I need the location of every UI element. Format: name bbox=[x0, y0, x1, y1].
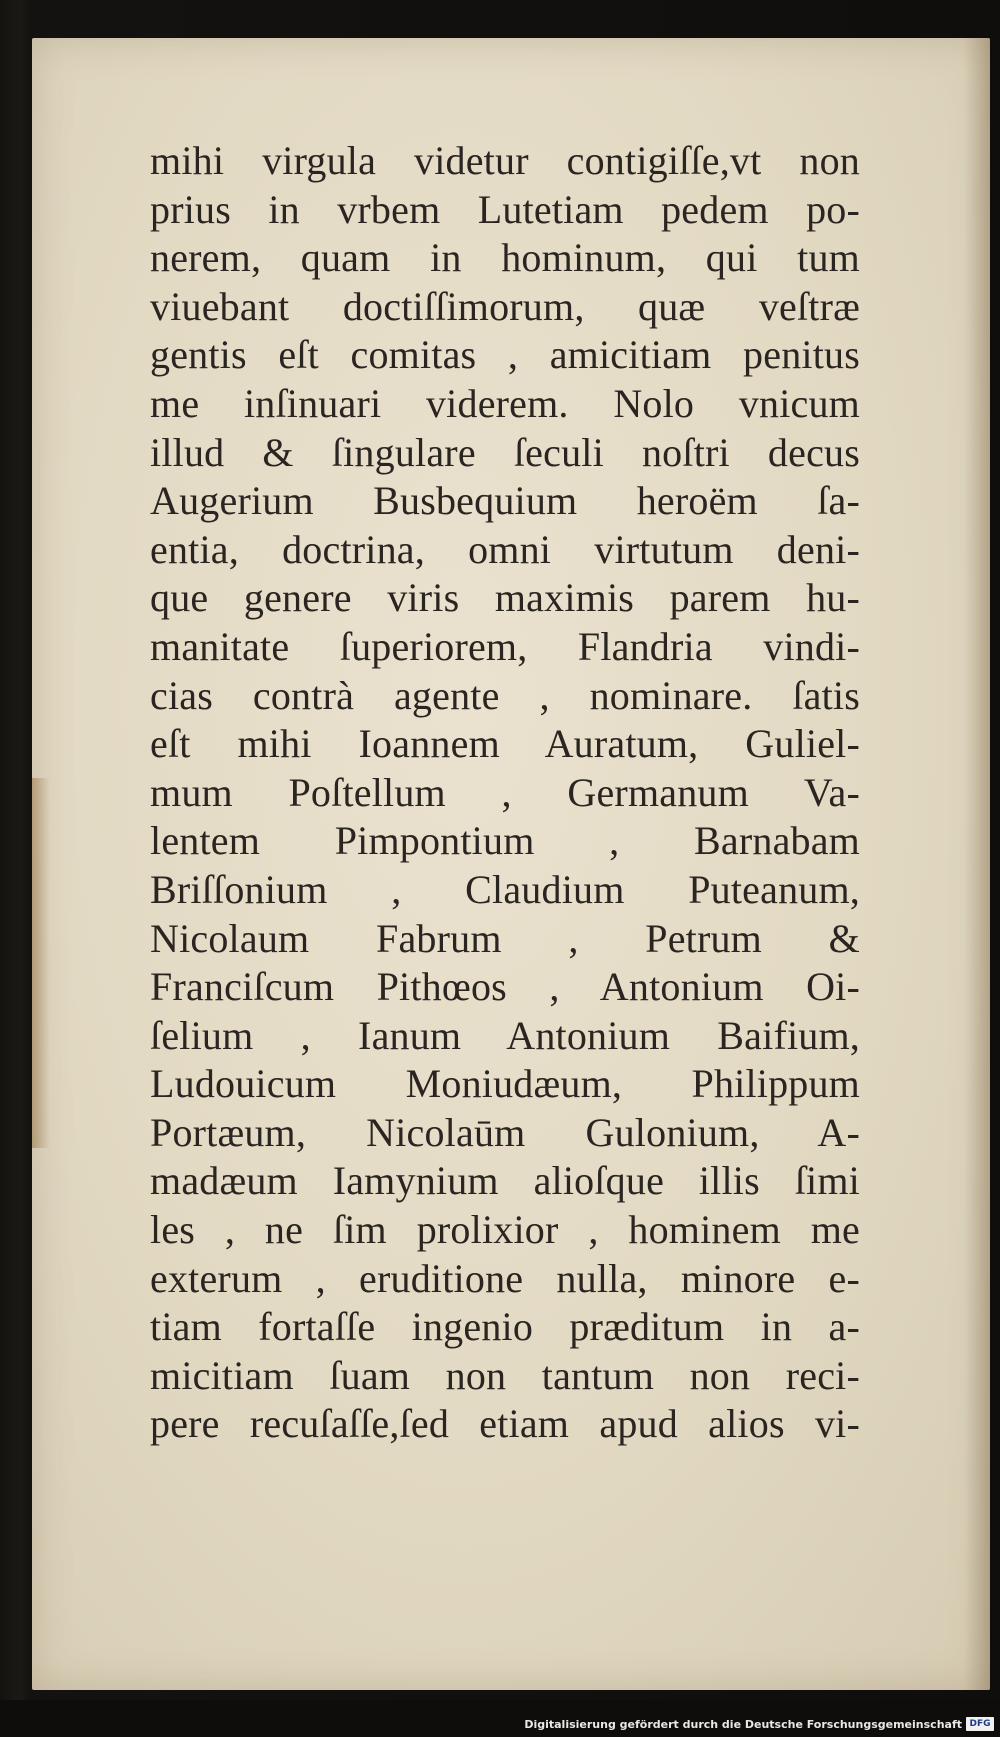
text-line: lentem Pimpontium , Barnabam bbox=[150, 818, 860, 864]
page-stain bbox=[32, 778, 50, 1148]
text-line: Nicolaum Fabrum , Petrum & bbox=[150, 915, 860, 961]
text-line: Franciſcum Pithœos , Antonium Oi- bbox=[150, 964, 860, 1010]
text-line: manitate ſuperiorem, Flandria vindi- bbox=[150, 623, 860, 669]
text-line: pere recuſaſſe,ſed etiam apud alios vi- bbox=[150, 1401, 860, 1447]
text-line: Ludouicum Moniudæum, Philippum bbox=[150, 1061, 860, 1107]
text-line: que genere viris maximis parem hu- bbox=[150, 575, 860, 621]
text-line: micitiam ſuam non tantum non reci- bbox=[150, 1352, 860, 1398]
text-line: cias contrà agente , nominare. ſatis bbox=[150, 672, 860, 718]
text-line: mum Poſtellum , Germanum Va- bbox=[150, 769, 860, 815]
text-line: gentis eſt comitas , amicitiam penitus bbox=[150, 332, 860, 378]
text-line: me inſinuari viderem. Nolo vnicum bbox=[150, 380, 860, 426]
text-line: Portæum, Nicolaūm Gulonium, A- bbox=[150, 1109, 860, 1155]
text-line: nerem, quam in hominum, qui tum bbox=[150, 235, 860, 281]
text-line: illud & ſingulare ſeculi noſtri decus bbox=[150, 429, 860, 475]
text-line: Augerium Busbequium heroëm ſa- bbox=[150, 478, 860, 524]
text-line: exterum , eruditione nulla, minore e- bbox=[150, 1255, 860, 1301]
text-line: tiam fortaſſe ingenio præditum in a- bbox=[150, 1304, 860, 1350]
dfg-logo: DFG bbox=[966, 1717, 994, 1731]
text-line: mihi virgula videtur contigiſſe,vt non bbox=[150, 138, 860, 183]
text-line: entia, doctrina, omni virtutum deni- bbox=[150, 526, 860, 572]
text-line: Briſſonium , Claudium Puteanum, bbox=[150, 866, 860, 912]
page-edge-shadow bbox=[964, 38, 990, 1690]
text-line: ſelium , Ianum Antonium Baifium, bbox=[150, 1012, 860, 1058]
text-line: viuebant doctiſſimorum, quæ veſtræ bbox=[150, 283, 860, 329]
text-line: prius in vrbem Lutetiam pedem po- bbox=[150, 186, 860, 232]
funding-credit: Digitalisierung gefördert durch die Deutsche Forschungsgemeinschaft bbox=[524, 1718, 962, 1731]
text-line: madæum Iamynium alioſque illis ſimi bbox=[150, 1158, 860, 1204]
text-line: eſt mihi Ioannem Auratum, Guliel- bbox=[150, 721, 860, 767]
page-text bbox=[150, 137, 860, 1449]
text-line: les , ne ſim prolixior , hominem me bbox=[150, 1207, 860, 1253]
